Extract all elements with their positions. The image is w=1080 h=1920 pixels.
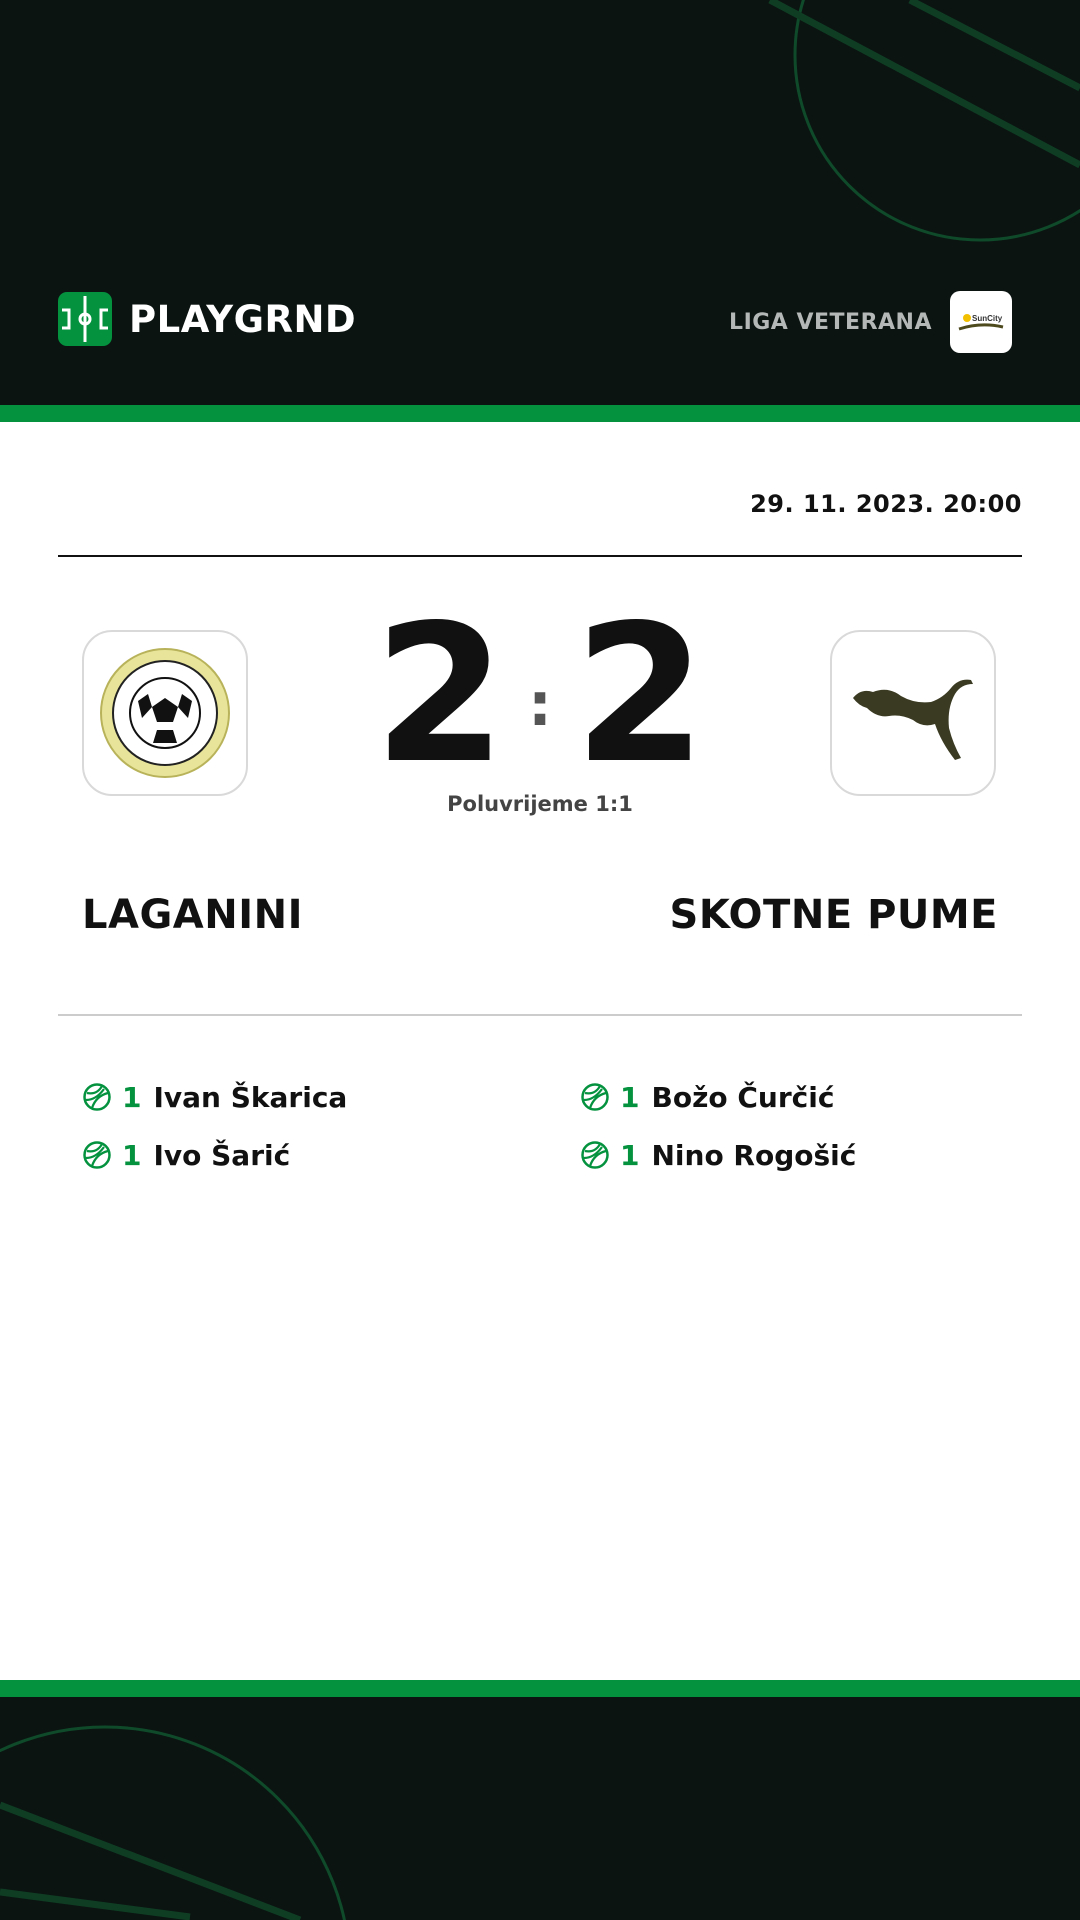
league xyxy=(729,291,1012,353)
goal-count: 1 xyxy=(122,1138,142,1172)
puma-icon xyxy=(843,658,983,768)
footer-band xyxy=(0,1697,1080,1920)
away-team-logo xyxy=(830,630,996,796)
halftime-score: Poluvrijeme 1:1 xyxy=(447,792,633,816)
accent-strip xyxy=(0,1680,1080,1697)
league-logo xyxy=(950,291,1012,353)
league-name: LIGA VETERANA xyxy=(729,309,932,335)
score-separator: : xyxy=(528,670,552,740)
home-team-name: LAGANINI xyxy=(82,892,303,938)
suncity-logo-icon xyxy=(955,307,1007,337)
scorer-item xyxy=(580,1126,856,1184)
soccer-ball-icon xyxy=(82,1082,112,1112)
player-name: Božo Čurčić xyxy=(651,1080,835,1114)
home-team-logo xyxy=(82,630,248,796)
player-name: Ivo Šarić xyxy=(153,1138,291,1172)
field-lines-decoration xyxy=(0,1697,1080,1920)
divider xyxy=(58,555,1022,557)
scorer-item xyxy=(82,1068,347,1126)
away-score: 2 xyxy=(574,584,707,805)
soccer-ball-crest-icon xyxy=(98,646,232,780)
soccer-ball-icon xyxy=(580,1140,610,1170)
scorer-item xyxy=(82,1126,347,1184)
soccer-ball-icon xyxy=(580,1082,610,1112)
goal-count: 1 xyxy=(620,1138,640,1172)
goal-count: 1 xyxy=(620,1080,640,1114)
divider xyxy=(58,1014,1022,1016)
player-name: Nino Rogošić xyxy=(651,1138,857,1172)
home-score: 2 xyxy=(373,584,506,805)
home-scorers-list xyxy=(82,1068,347,1184)
pitch-icon xyxy=(58,292,112,346)
goal-count: 1 xyxy=(122,1080,142,1114)
scorer-item xyxy=(580,1068,856,1126)
accent-strip xyxy=(0,405,1080,422)
brand xyxy=(58,291,356,347)
away-scorers-list xyxy=(580,1068,856,1184)
match-datetime: 29. 11. 2023. 20:00 xyxy=(750,490,1022,518)
away-team-name: SKOTNE PUME xyxy=(669,892,998,938)
player-name: Ivan Škarica xyxy=(153,1080,348,1114)
brand-name: PLAYGRND xyxy=(129,297,357,341)
league-logo-text: SunCity xyxy=(972,314,1003,323)
soccer-ball-icon xyxy=(82,1140,112,1170)
